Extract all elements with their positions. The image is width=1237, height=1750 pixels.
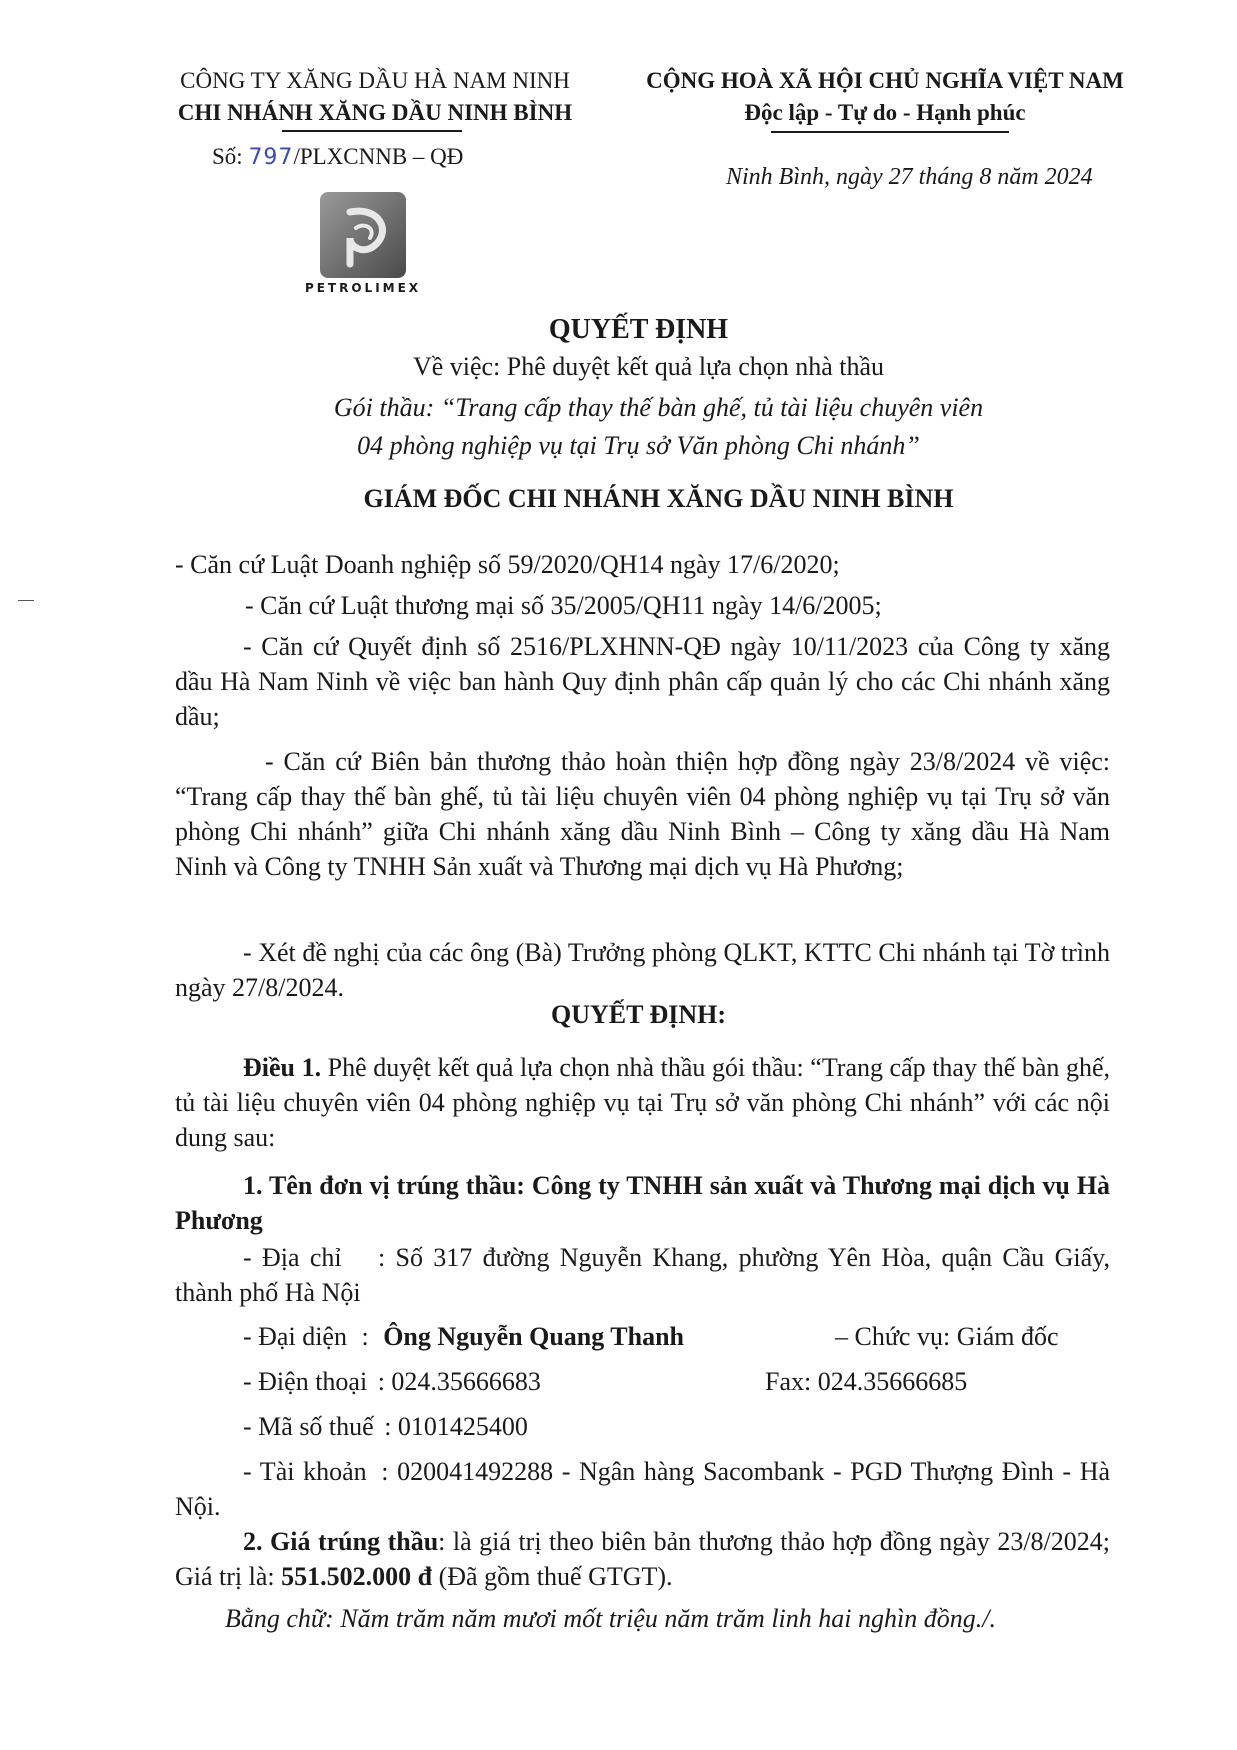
- phone-label: - Điện thoại: [243, 1367, 368, 1396]
- article-1-label: Điều 1.: [243, 1053, 322, 1082]
- address-label: - Địa chỉ: [243, 1243, 342, 1272]
- package-line-1: Gói thầu: “Trang cấp thay thế bàn ghế, tủ tài liệu chuyên viên: [333, 393, 984, 422]
- petrolimex-logo-icon: [320, 192, 406, 278]
- document-number: [212, 142, 463, 173]
- petrolimex-logo: [320, 192, 406, 278]
- decision-subject: Về việc: Phê duyệt kết quả lựa chọn nhà thầu: [412, 352, 885, 381]
- account-value: : 020041492288 - Ngân hàng Sacombank - PGD Thượng Đình - Hà Nội.: [175, 1457, 1111, 1521]
- tax-label: - Mã số thuế: [243, 1412, 374, 1441]
- scan-mark: [18, 600, 34, 601]
- article-1-text: Phê duyệt kết quả lựa chọn nhà thầu gói thầu: “Trang cấp thay thế bàn ghế, tủ tài liệu chuyên viên 04 phòng nghiệp vụ tại Trụ sở văn phòng Chi nhánh” với các nội dung sau:: [175, 1053, 1111, 1152]
- winner-account: [175, 1454, 1110, 1524]
- price-amount: 551.502.000 đ: [281, 1562, 433, 1591]
- winner-fax: Fax: 024.35666685: [765, 1367, 968, 1396]
- article-1: [175, 1050, 1110, 1155]
- price-label: 2. Giá trúng thầu: [243, 1527, 439, 1556]
- price-in-words: Bằng chữ: Năm trăm năm mươi mốt triệu năm trăm linh hai nghìn đồng./.: [225, 1604, 996, 1633]
- handwritten-number: 797: [248, 145, 294, 170]
- branch-underline: [282, 130, 462, 132]
- number-suffix: /PLXCNNB – QĐ: [293, 144, 464, 169]
- winning-price: [175, 1524, 1110, 1594]
- winner-phone: [243, 1367, 541, 1397]
- motto: Độc lập - Tự do - Hạnh phúc: [744, 100, 1026, 125]
- basis-1: - Căn cứ Luật Doanh nghiệp số 59/2020/QH14 ngày 17/6/2020;: [175, 550, 840, 579]
- price-text-after: (Đã gồm thuế GTGT).: [432, 1562, 673, 1591]
- address-value: : Số 317 đường Nguyễn Khang, phường Yên Hòa, quận Cầu Giấy, thành phố Hà Nội: [175, 1243, 1110, 1307]
- package-line-2: 04 phòng nghiệp vụ tại Trụ sở Văn phòng Chi nhánh”: [357, 431, 920, 460]
- place-date: Ninh Bình, ngày 27 tháng 8 năm 2024: [726, 164, 1093, 190]
- winner-heading: 1. Tên đơn vị trúng thầu: Công ty TNHH sản xuất và Thương mại dịch vụ Hà Phương: [175, 1171, 1110, 1235]
- basis-5: - Xét đề nghị của các ông (Bà) Trưởng phòng QLKT, KTTC Chi nhánh tại Tờ trình ngày 27/8/2024.: [175, 938, 1110, 1002]
- company-name: CÔNG TY XĂNG DẦU HÀ NAM NINH: [180, 68, 570, 93]
- price-text-before: : là giá trị theo biên bản thương thảo hợp đồng ngày 23/8/2024; Giá trị là:: [175, 1527, 1110, 1591]
- basis-2: - Căn cứ Luật thương mại số 35/2005/QH11 ngày 14/6/2005;: [245, 591, 882, 620]
- rep-colon: :: [361, 1322, 369, 1351]
- decision-title: QUYẾT ĐỊNH: [548, 314, 729, 345]
- phone-value: : 024.35666683: [377, 1367, 541, 1396]
- winner-address: [175, 1240, 1110, 1310]
- rep-name: Ông Nguyễn Quang Thanh: [383, 1322, 685, 1351]
- account-label: - Tài khoản: [243, 1457, 367, 1486]
- nation-title: CỘNG HOÀ XÃ HỘI CHỦ NGHĨA VIỆT NAM: [646, 68, 1124, 93]
- motto-underline: [771, 131, 1009, 133]
- logo-caption: PETROLIMEX: [304, 281, 422, 295]
- winner-tax-code: [243, 1412, 528, 1442]
- decision-heading: QUYẾT ĐỊNH:: [550, 1000, 727, 1029]
- branch-name: CHI NHÁNH XĂNG DẦU NINH BÌNH: [177, 100, 573, 125]
- rep-label: - Đại diện: [243, 1322, 347, 1351]
- number-prefix: Số:: [212, 144, 243, 169]
- rep-position: – Chức vụ: Giám đốc: [835, 1322, 1059, 1351]
- basis-4: - Căn cứ Biên bản thương thảo hoàn thiện hợp đồng ngày 23/8/2024 về việc: “Trang cấp thay thế bàn ghế, tủ tài liệu chuyên viên 04 phòng nghiệp vụ tại Trụ sở văn phòng Chi nhánh” giữa Chi nhánh xăng dầu Ninh Bình – Công ty xăng dầu Hà Nam Ninh và Công ty TNHH Sản xuất và Thương mại dịch vụ Hà Phương;: [175, 747, 1110, 881]
- issuing-authority: GIÁM ĐỐC CHI NHÁNH XĂNG DẦU NINH BÌNH: [363, 484, 954, 513]
- tax-value: : 0101425400: [384, 1412, 528, 1441]
- winner-representative: [243, 1322, 684, 1352]
- basis-3: - Căn cứ Quyết định số 2516/PLXHNN-QĐ ngày 10/11/2023 của Công ty xăng dầu Hà Nam Ninh về việc ban hành Quy định phân cấp quản lý cho các Chi nhánh xăng dầu;: [175, 632, 1110, 731]
